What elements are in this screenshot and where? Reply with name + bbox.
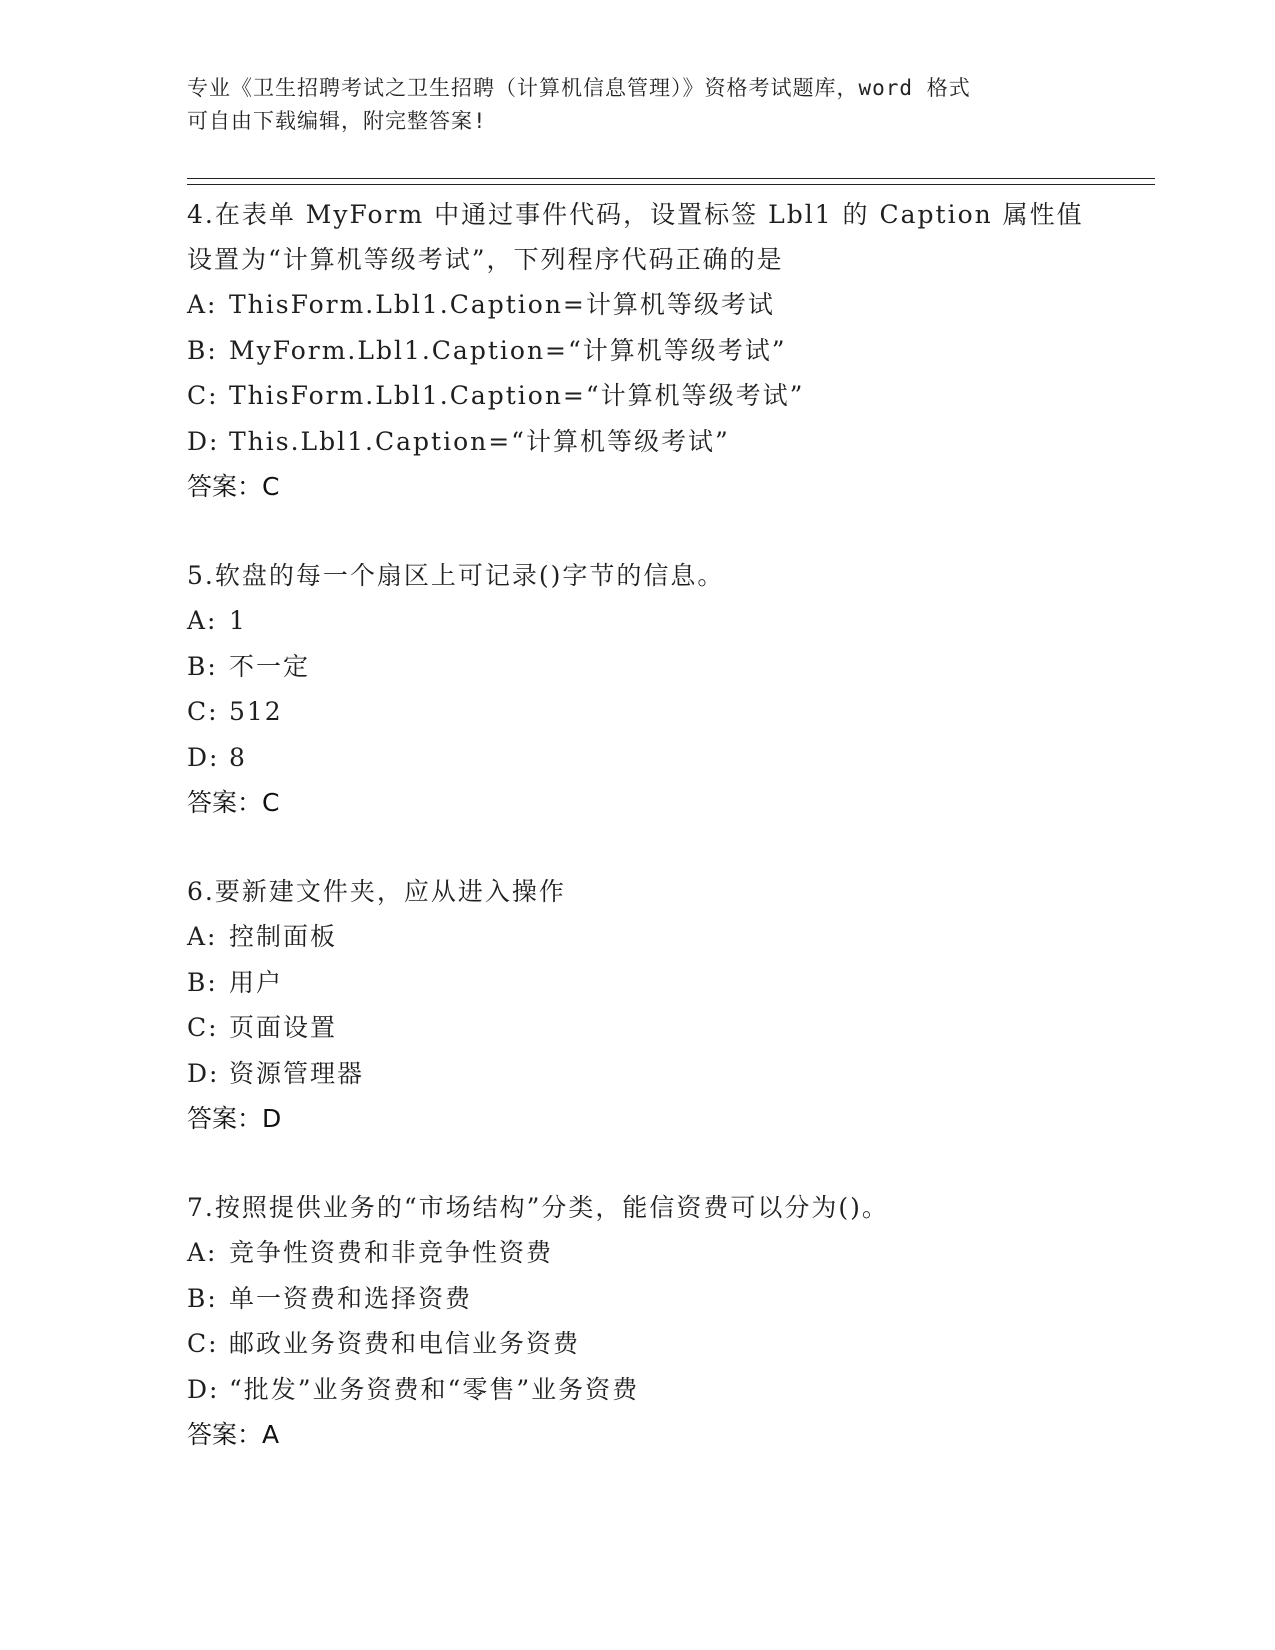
header-line-1: 专业《卫生招聘考试之卫生招聘（计算机信息管理）》资格考试题库，word 格式 — [187, 76, 971, 100]
document-header — [187, 72, 1087, 138]
option-a — [187, 914, 1087, 960]
option-c — [187, 1321, 1087, 1367]
answer-line: 答案：C — [187, 788, 280, 817]
question-4 — [187, 192, 1087, 509]
option-text: 用户 — [229, 967, 284, 997]
answer-line: 答案：D — [187, 1104, 282, 1133]
option-a — [187, 282, 1087, 328]
question-7 — [187, 1185, 1087, 1457]
option-text: 页面设置 — [229, 1013, 338, 1042]
option-letter: A: — [187, 1238, 218, 1267]
option-letter: B: — [187, 1283, 218, 1313]
option-b — [187, 644, 1087, 690]
question-6 — [187, 869, 1087, 1141]
option-letter: D: — [187, 426, 220, 456]
option-d — [187, 735, 1087, 781]
option-d — [187, 1367, 1087, 1413]
option-letter: D: — [187, 742, 220, 772]
question-text: 6.要新建文件夹，应从进入操作 — [187, 877, 566, 906]
option-text: 竞争性资费和非竞争性资费 — [229, 1238, 554, 1267]
question-list — [187, 192, 1087, 1501]
option-letter: D: — [187, 1058, 220, 1088]
option-text: “批发”业务资费和“零售”业务资费 — [229, 1374, 640, 1404]
header-line-2: 可自由下载编辑，附完整答案! — [187, 109, 487, 133]
question-5 — [187, 553, 1087, 825]
option-b — [187, 960, 1087, 1006]
option-letter: A: — [187, 290, 218, 319]
option-letter: B: — [187, 967, 218, 997]
option-letter: A: — [187, 606, 218, 635]
option-letter: A: — [187, 922, 218, 951]
question-text: 4.在表单 MyForm 中通过事件代码，设置标签 Lbl1 的 Caption 属性值设置为“计算机等级考试”，下列程序代码正确的是 — [187, 200, 1084, 274]
option-text: 8 — [229, 742, 247, 772]
option-c — [187, 689, 1087, 735]
header-divider-top — [187, 178, 1155, 179]
option-text: 控制面板 — [229, 922, 338, 951]
option-text: 1 — [229, 606, 247, 635]
option-a — [187, 1230, 1087, 1276]
option-c — [187, 1005, 1087, 1051]
question-text: 5.软盘的每一个扇区上可记录()字节的信息。 — [187, 561, 725, 590]
option-a — [187, 598, 1087, 644]
option-b — [187, 328, 1087, 374]
option-text: 邮政业务资费和电信业务资费 — [229, 1329, 581, 1358]
option-text: 512 — [229, 697, 283, 726]
option-text: 不一定 — [229, 651, 311, 681]
question-text: 7.按照提供业务的“市场结构”分类，能信资费可以分为()。 — [187, 1193, 889, 1222]
option-text: 单一资费和选择资费 — [229, 1283, 473, 1313]
header-divider-bottom — [187, 184, 1155, 185]
option-letter: B: — [187, 651, 218, 681]
option-letter: D: — [187, 1374, 220, 1404]
answer-line: 答案：A — [187, 1420, 280, 1449]
option-letter: C: — [187, 381, 219, 410]
option-d — [187, 1051, 1087, 1097]
answer-line: 答案：C — [187, 472, 280, 501]
option-c — [187, 373, 1087, 419]
option-text: This.Lbl1.Caption=“计算机等级考试” — [229, 426, 730, 456]
option-text: ThisForm.Lbl1.Caption=“计算机等级考试” — [229, 381, 805, 410]
option-letter: C: — [187, 1013, 219, 1042]
option-d — [187, 419, 1087, 465]
option-letter: B: — [187, 335, 218, 365]
option-text: ThisForm.Lbl1.Caption=计算机等级考试 — [229, 290, 775, 319]
option-text: 资源管理器 — [229, 1058, 365, 1088]
option-text: MyForm.Lbl1.Caption=“计算机等级考试” — [229, 335, 787, 365]
option-letter: C: — [187, 1329, 219, 1358]
option-b — [187, 1276, 1087, 1322]
option-letter: C: — [187, 697, 219, 726]
